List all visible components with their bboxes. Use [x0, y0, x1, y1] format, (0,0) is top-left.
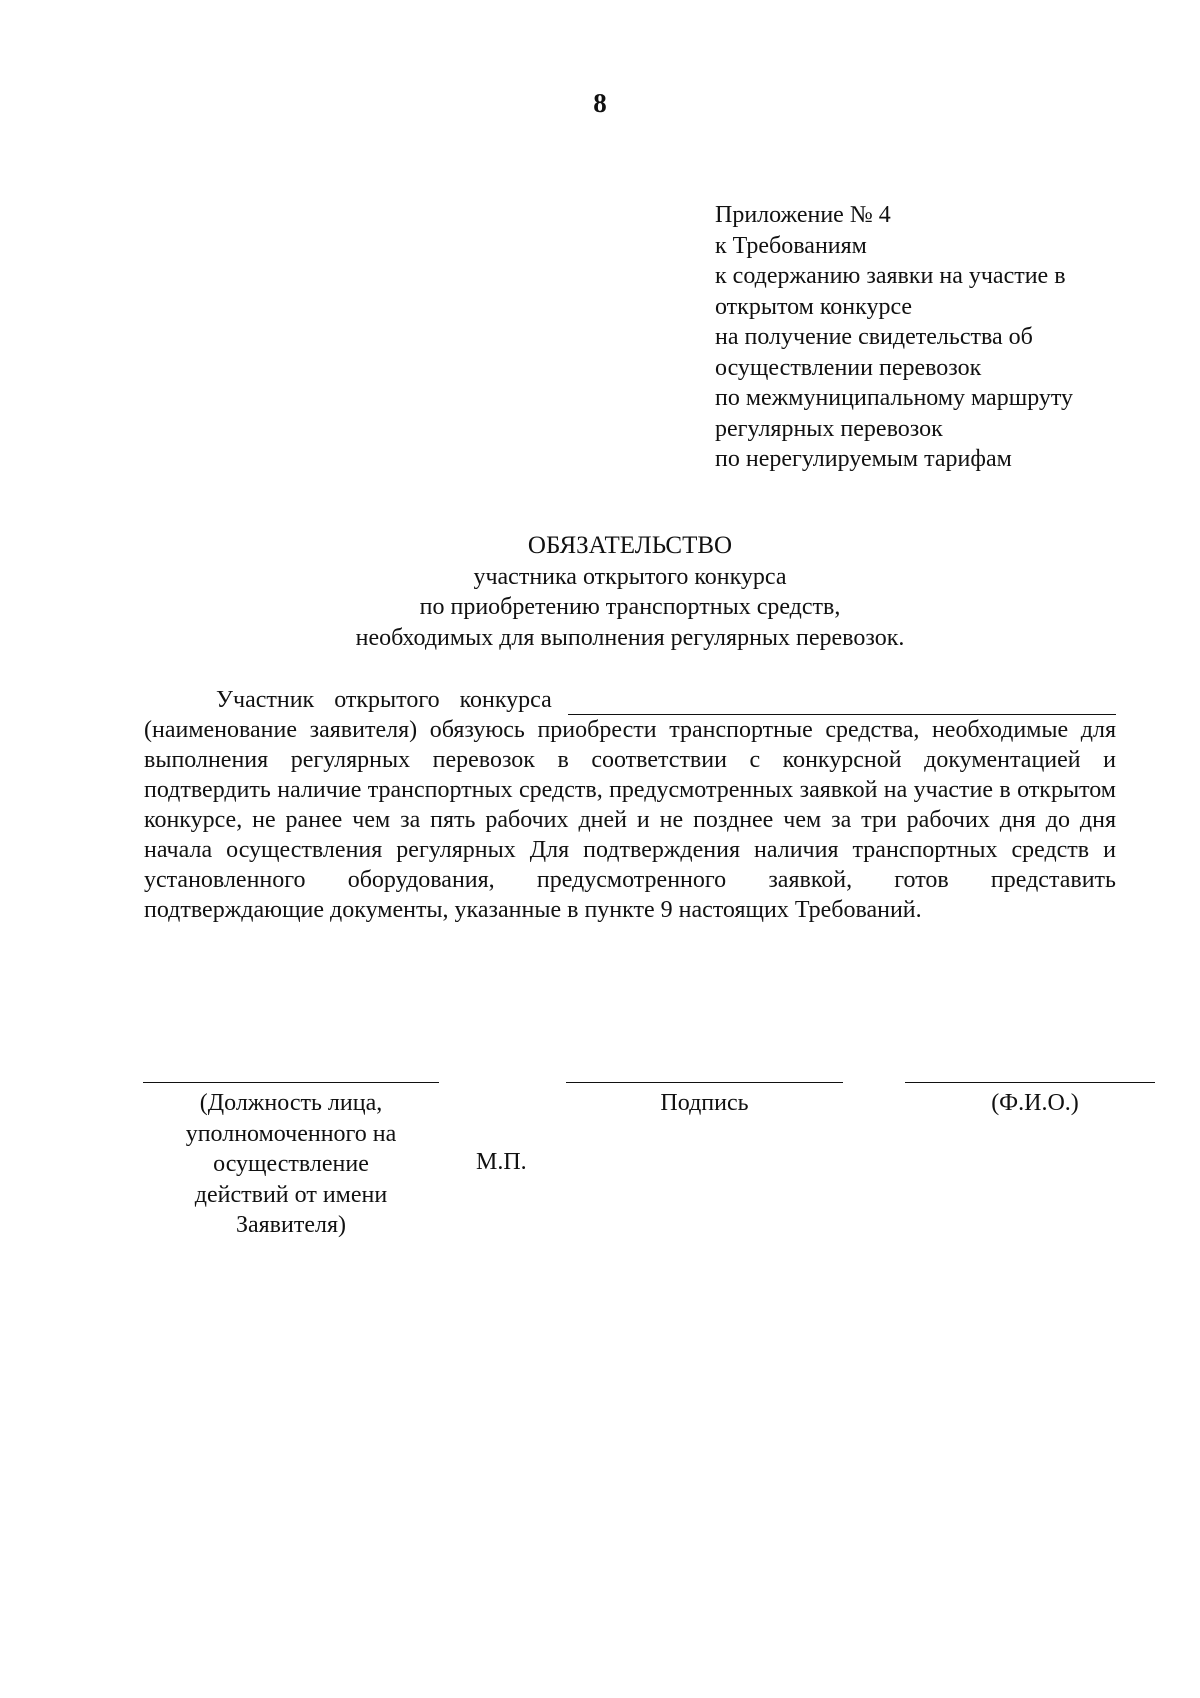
commitment-text: (наименование заявителя) обязуюсь приобрести транспортные средства, необходимые для выполнения регулярных перевозок в соответствии с конкурсной документацией и подтвердить наличие транспортных средств, предусмотренных заявкой на участие в открытом конкурсе, не ранее чем за пять рабочих дней и не позднее чем за три рабочих дня до дня начала осуществления регулярных Для подтверждения наличия транспортных средств и установленного оборудования, предусмотренного заявкой, готов представить подтверждающие документы, указанные в пункте 9 настоящих Требований.	[144, 717, 1116, 923]
appendix-header	[715, 200, 1175, 475]
appendix-line: Приложение № 4	[715, 202, 891, 228]
appendix-line: к содержанию заявки на участие в	[715, 263, 1066, 289]
stamp-place-label: М.П.	[476, 1149, 527, 1175]
appendix-line: к Требованиям	[715, 232, 867, 259]
position-caption-line: Заявителя)	[235, 1212, 347, 1238]
full-name-caption: (Ф.И.О.)	[991, 1090, 1079, 1116]
appendix-line: осуществлении перевозок	[715, 354, 982, 381]
applicant-name-blank[interactable]	[568, 692, 1116, 715]
document-title-block	[0, 531, 1200, 653]
document-title: ОБЯЗАТЕЛЬСТВО	[527, 532, 733, 559]
appendix-line: на получение свидетельства об	[715, 324, 1033, 350]
participant-line	[144, 685, 1116, 715]
participant-lead-text: Участник открытого конкурса	[216, 687, 552, 713]
position-signature-line	[143, 1082, 439, 1083]
appendix-line: по нерегулируемым тарифам	[715, 446, 1012, 472]
page-number: 8	[593, 88, 607, 118]
position-caption-line: осуществление	[213, 1151, 369, 1177]
position-caption-line: уполномоченного на	[185, 1120, 397, 1147]
appendix-line: открытом конкурсе	[715, 293, 913, 320]
signature-caption: Подпись	[660, 1090, 749, 1116]
full-name-signature-line	[905, 1082, 1155, 1083]
document-subtitle-line: по приобретению транспортных средств,	[419, 594, 841, 620]
position-caption-line: действий от имени	[194, 1181, 388, 1208]
position-caption-line: (Должность лица,	[199, 1090, 383, 1116]
document-subtitle-line: участника открытого конкурса	[473, 563, 787, 590]
position-caption	[143, 1088, 439, 1241]
appendix-line: регулярных перевозок	[715, 415, 943, 442]
signature-line	[566, 1082, 843, 1083]
appendix-line: по межмуниципальному маршруту	[715, 385, 1074, 411]
commitment-body	[144, 685, 1116, 925]
document-subtitle-line: необходимых для выполнения регулярных перевозок.	[355, 624, 905, 651]
